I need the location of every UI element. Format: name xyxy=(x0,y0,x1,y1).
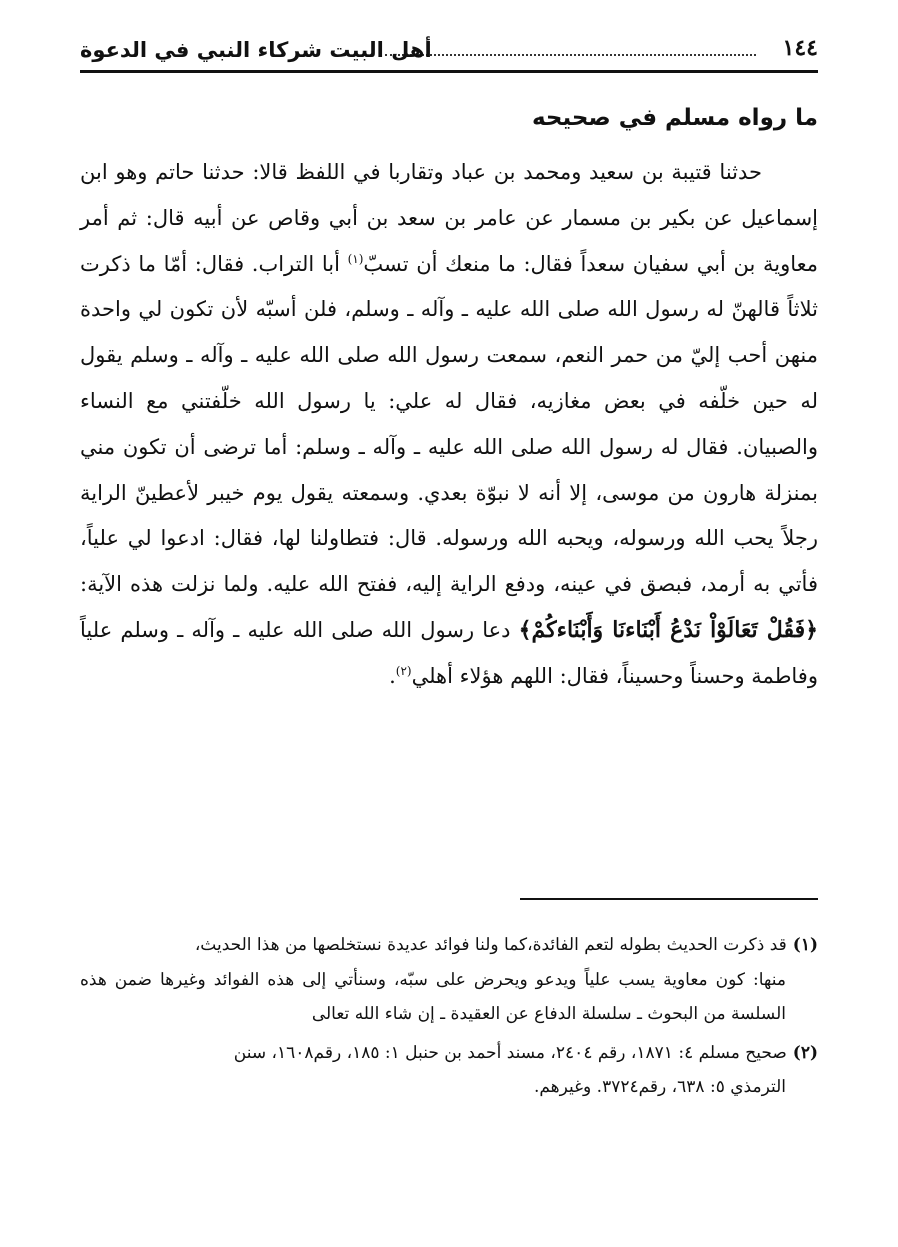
running-title: أهل البيت شركاء النبي في الدعوة xyxy=(80,38,432,62)
main-text xyxy=(80,150,818,700)
text-part-2: أبا التراب. فقال: أمّا ما ذكرت ثلاثاً قالهنّ له رسول الله صلى الله عليه ـ وآله ـ وسلم، فلن أسبّه لأن تكون لي واحدة منهن أحب إليّ من حمر النعم، سمعت رسول الله صلى الله عليه ـ وآله ـ وسلم يقول له حين خلّفه في بعض مغازيه، فقال له علي: يا رسول الله خلّفتني مع النساء والصبيان. فقال له رسول الله صلى الله عليه ـ وآله ـ وسلم: أما ترضى أن تكون مني بمنزلة هارون من موسى، إلا أنه لا نبوّة بعدي. وسمعته يقول يوم خيبر لأعطينّ الراية رجلاً يحب الله ورسوله، ويحبه الله ورسوله. قال: فتطاولنا لها، فقال: ادعوا لي علياً، فأتي به أرمد، فبصق في عينه، ودفع الراية إليه، ففتح الله عليه. ولما نزلت هذه الآية: xyxy=(80,251,819,597)
footnote-1 xyxy=(80,928,818,1032)
footnote-text: قد ذكرت الحديث بطوله لتعم الفائدة،كما ولنا فوائد عديدة نستخلصها من هذا الحديث، xyxy=(194,935,787,955)
footnote-number: (١) xyxy=(792,935,818,955)
footnote-text: صحيح مسلم ٤: ١٨٧١، رقم ٢٤٠٤، مسند أحمد بن حنبل ١: ١٨٥، رقم١٦٠٨، سنن xyxy=(233,1042,787,1063)
footnote-text-continued: الترمذي ٥: ٦٣٨، رقم٣٧٢٤. وغيرهم. xyxy=(533,1077,786,1097)
running-header xyxy=(80,30,818,70)
page-number: ١٤٤ xyxy=(782,35,818,61)
footnote-ref-2: (٢) xyxy=(395,663,412,678)
footnote-separator xyxy=(520,898,818,900)
text-part-4: . xyxy=(389,663,396,688)
quran-verse: ﴿فَقُلْ تَعَالَوْاْ نَدْعُ أَبْنَاءنَا وَأَبْنَاءكُمْ﴾ xyxy=(518,616,818,643)
header-dotted-leader xyxy=(385,54,756,56)
text-part-1: حدثنا قتيبة بن سعيد ومحمد بن عباد وتقاربا في اللفظ قالا: حدثنا حاتم وهو ابن إسماعيل عن بكير بن مسمار عن عامر بن سعد بن أبي وقاص عن أبيه قال: ثم أمر معاوية بن أبي سفيان سعداً فقال: ما منعك أن تسبّ xyxy=(80,160,819,276)
footnote-ref-1: (١) xyxy=(347,251,364,266)
section-heading: ما رواه مسلم في صحيحه xyxy=(531,105,818,131)
hadith-paragraph xyxy=(80,150,818,700)
header-rule xyxy=(80,70,818,73)
footnote-text-continued: منها: كون معاوية يسب علياً ويدعو ويحرض على سبّه، وسنأتي إلى هذه الفوائد وغيرها ضمن هذه السلسة من البحوث ـ سلسلة الدفاع عن العقيدة ـ إن شاء الله تعالى xyxy=(80,969,786,1024)
footnotes xyxy=(80,928,818,1109)
footnote-number: (٢) xyxy=(792,1042,818,1063)
footnote-2 xyxy=(80,1036,818,1105)
text-part-3: دعا رسول الله صلى الله عليه ـ وآله ـ وسلم علياً وفاطمة وحسناً وحسيناً، فقال: اللهم هؤلاء أهلي xyxy=(80,617,818,688)
